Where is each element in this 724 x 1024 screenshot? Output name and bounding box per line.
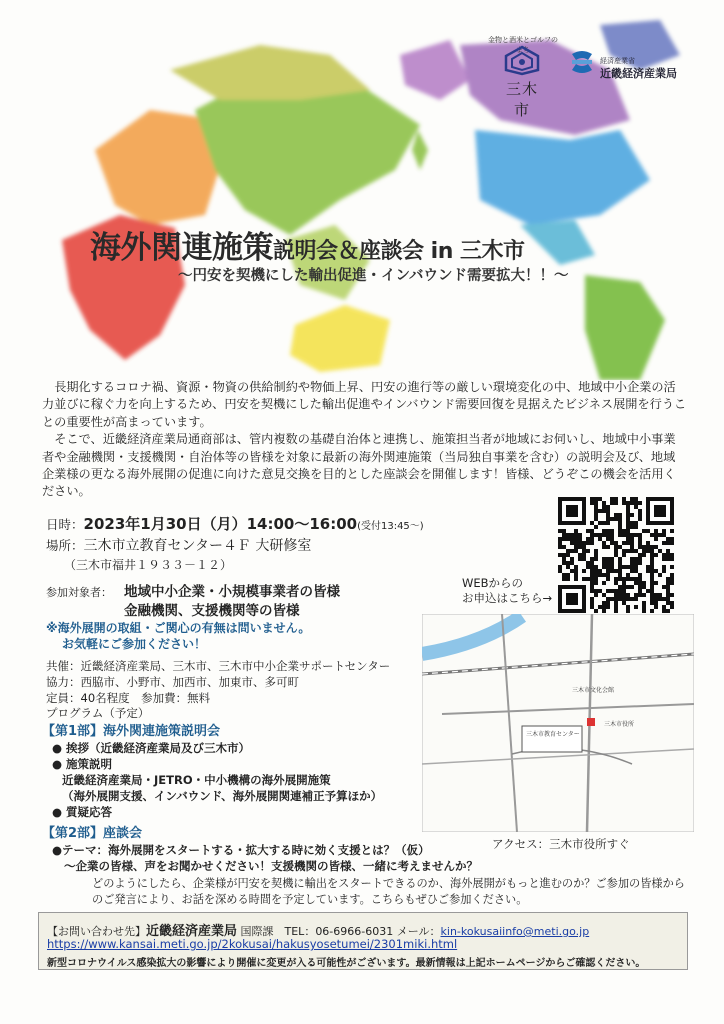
contact-box	[38, 912, 688, 970]
audience-note: ※海外展開の取組・ご関心の有無は問いません。	[46, 621, 311, 635]
map-japan	[412, 130, 428, 170]
part2-heading: 【第2部】座談会	[42, 826, 143, 841]
contact-tel: TEL：06-6966-6031	[284, 925, 394, 938]
access-note: アクセス：三木市役所すぐ	[492, 837, 630, 851]
info-url-link[interactable]: https://www.kansai.meti.go.jp/2kokusai/hakusyosetumei/2301miki.html	[47, 937, 458, 951]
cooperation: 協力：西脇市、小野市、加西市、加東市、多可町	[46, 675, 299, 689]
map-usa	[475, 130, 650, 225]
contact-email-link[interactable]: kin-kokusaiinfo@meti.go.jp	[440, 925, 590, 938]
map-russia	[170, 45, 370, 100]
audience-note: お気軽にご参加ください！	[62, 637, 207, 651]
miki-city-emblem-icon	[500, 44, 544, 76]
part1-subitem: 近畿経済産業局・JETRO・中小機構の海外展開施策	[62, 773, 331, 787]
qr-code[interactable]	[558, 497, 674, 613]
map-marker-icon	[587, 718, 595, 726]
map-label-center: 三木市教育センター	[526, 731, 580, 738]
program-label: プログラム（予定）	[46, 706, 150, 720]
covid-notice: 新型コロナウイルス感染拡大の影響により開催に変更が入る可能性がございます。最新情報は上記ホームページからご確認ください。	[47, 958, 646, 969]
contact-line: 【お問い合わせ先】近畿経済産業局 国際課 TEL：06-6966-6031 メール：kin-kokusaiinfo@meti.go.jp	[47, 924, 590, 939]
meti-ministry: 経済産業省	[600, 57, 635, 65]
map-australia	[290, 305, 390, 372]
part1-subitem: （海外展開支援、インバウンド、海外展開関連補正予算ほか）	[62, 789, 383, 803]
part1-item: ● 挨拶（近畿経済産業局及び三木市）	[52, 741, 251, 755]
intro-paragraph: 長期化するコロナ禍、資源・物資の供給制約や物価上昇、円安の進行等の厳しい環境変化の中、地域中小企業の活力並びに稼ぐ力を向上するため、円安を契機にした輸出促進やインバウンド需要回復を見据えたビジネス展開を行うことの重要性が高まっています。	[42, 380, 687, 429]
capacity-fee: 定員：40名程度 参加費：無料	[46, 691, 211, 705]
event-address: （三木市福井１９３３－１２）	[64, 558, 233, 572]
map-central-america	[520, 220, 595, 265]
intro-text	[42, 379, 687, 501]
map-label-city-hall: 三木市役所	[604, 721, 635, 728]
intro-paragraph: そこで、近畿経済産業局通商部は、管内複数の基礎自治体と連携し、施策担当者が地域にお伺いし、地域中小事業者や金融機関・支援機関・自治体等の皆様を対象に最新の海外関連施策（当局独自事業を含む）の説明会及び、地域企業様の更なる海外展開の促進に向けた意見交換を目的とした座談会を開催します！皆様、どうぞこの機会を活用ください。	[42, 432, 676, 499]
event-place: 場所：三木市立教育センター４Ｆ 大研修室	[46, 538, 312, 554]
audience-line: 地域中小企業・小規模事業者の皆様	[124, 584, 340, 600]
event-date: 日時：2023年1月30日（月）14:00～16:00(受付13:45～)	[46, 515, 424, 533]
part2-sub: ～企業の皆様、声をお聞かせください！支援機関の皆様、一緒に考えませんか？	[64, 859, 478, 873]
part1-item: ● 施策説明	[52, 757, 113, 771]
map-label-hall: 三木市文化会館	[572, 687, 615, 694]
part1-item: ● 質疑応答	[52, 805, 113, 819]
web-apply-text: WEBからの お申込はこちら→	[462, 576, 553, 605]
access-map	[422, 614, 694, 832]
page-subtitle: ～円安を契機にした輸出促進・インバウンド需要拡大！！～	[178, 268, 569, 284]
part2-theme: ●テーマ：海外展開をスタートする・拡大する時に効く支援とは？（仮）	[52, 843, 430, 857]
map-south-america	[585, 275, 665, 380]
miki-city-name: 三木市	[505, 80, 538, 119]
meti-logo-icon	[568, 48, 596, 76]
contact-org: 近畿経済産業局	[146, 924, 238, 939]
map-alaska	[400, 40, 470, 100]
audience-label: 参加対象者：	[46, 586, 112, 599]
co-hosts: 共催：近畿経済産業局、三木市、三木市中小企業サポートセンター	[46, 659, 391, 673]
part1-heading: 【第1部】海外関連施策説明会	[42, 724, 221, 739]
part2-description: どのようにしたら、企業様が円安を契機に輸出をスタートできるのか、海外展開がもっと進むのか？ご参加の皆様からのご発言により、お話を深める時間を予定しています。こちらもぜひご参加ください。	[92, 877, 685, 906]
page-title: 海外関連施策説明会＆座談会 in 三木市	[90, 230, 525, 266]
audience-line: 金融機関、支援機関等の皆様	[124, 603, 300, 619]
meti-bureau: 近畿経済産業局	[600, 67, 677, 80]
miki-tagline: 金物と酒米とゴルフのまち	[488, 36, 558, 54]
